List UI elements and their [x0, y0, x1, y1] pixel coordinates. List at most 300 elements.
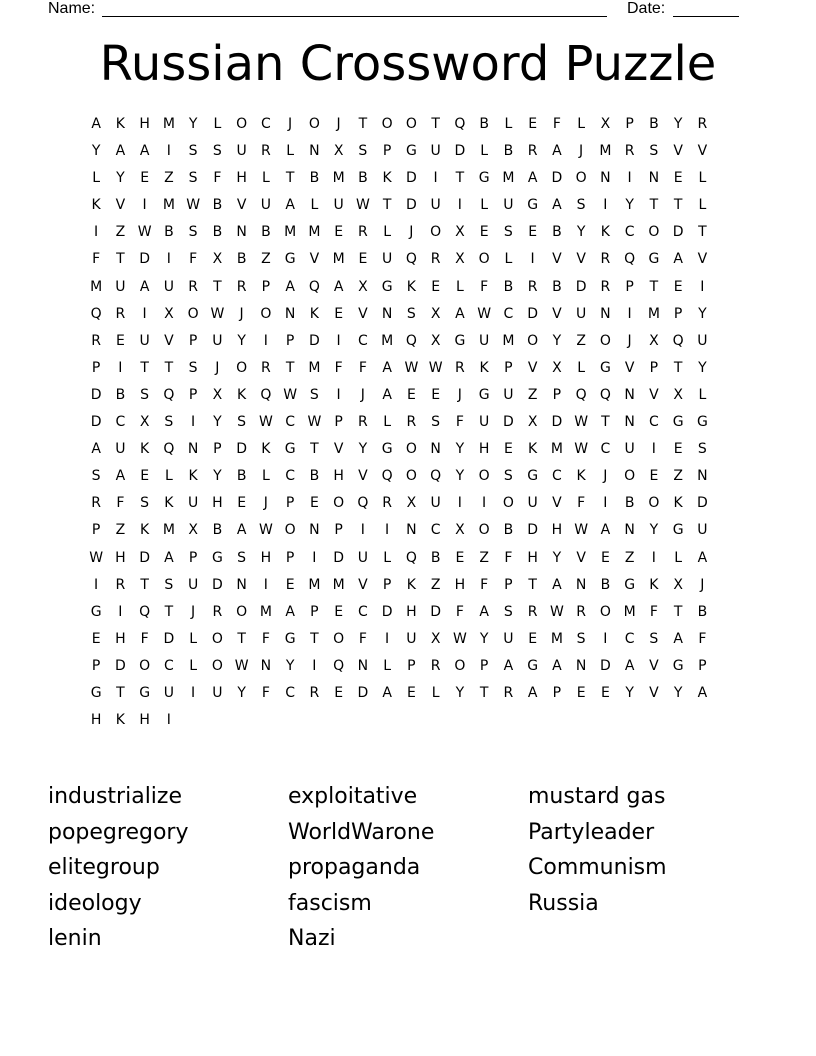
grid-letter: F: [358, 630, 367, 647]
grid-letter: F: [698, 630, 707, 647]
grid-letter: T: [140, 576, 149, 593]
grid-letter: A: [552, 143, 562, 160]
grid-letter: Y: [91, 143, 101, 160]
grid-letter: P: [285, 495, 295, 512]
grid-letter: H: [139, 712, 150, 729]
grid-letter: I: [166, 143, 171, 160]
grid-letter: E: [673, 278, 683, 295]
grid-letter: Q: [405, 332, 417, 349]
grid-letter: E: [673, 441, 683, 458]
grid-letter: E: [334, 603, 344, 620]
grid-letter: U: [236, 143, 247, 160]
grid-letter: F: [480, 576, 489, 593]
grid-letter: T: [213, 278, 222, 295]
grid-letter: X: [455, 224, 465, 241]
grid-letter: A: [382, 386, 392, 403]
grid-letter: K: [649, 576, 659, 593]
grid-letter: N: [309, 143, 320, 160]
grid-letter: S: [503, 224, 513, 241]
grid-letter: D: [551, 414, 563, 431]
grid-letter: C: [115, 414, 126, 431]
date-blank-line: [673, 16, 739, 17]
grid-letter: X: [358, 278, 368, 295]
grid-letter: J: [579, 143, 584, 160]
grid-letter: U: [479, 332, 490, 349]
grid-letter: J: [603, 468, 608, 485]
grid-letter: C: [260, 116, 271, 132]
grid-letter: R: [261, 143, 271, 160]
grid-letter: P: [334, 414, 343, 431]
grid-letter: V: [649, 657, 659, 674]
grid-letter: T: [673, 359, 683, 376]
grid-letter: V: [697, 143, 708, 160]
grid-letter: Y: [116, 170, 125, 187]
grid-letter: L: [164, 468, 173, 485]
grid-letter: B: [600, 576, 611, 593]
grid-letter: Y: [285, 657, 295, 674]
grid-letter: K: [164, 495, 174, 512]
grid-letter: E: [334, 305, 344, 322]
grid-letter: E: [528, 630, 538, 647]
grid-letter: Q: [599, 386, 611, 403]
grid-letter: W: [428, 359, 443, 376]
grid-letter: W: [307, 414, 322, 431]
grid-letter: U: [212, 684, 223, 701]
grid-letter: K: [140, 522, 150, 539]
grid-letter: I: [336, 332, 341, 349]
grid-letter: N: [357, 657, 369, 674]
grid-letter: R: [406, 414, 417, 431]
grid-letter: W: [574, 414, 589, 431]
grid-letter: N: [260, 657, 272, 674]
grid-letter: Q: [90, 305, 102, 322]
grid-letter: I: [118, 359, 123, 376]
grid-letter: V: [164, 332, 174, 349]
grid-letter: O: [211, 630, 223, 647]
grid-letter: E: [528, 224, 538, 241]
grid-letter: P: [698, 657, 707, 674]
grid-letter: R: [527, 603, 538, 620]
grid-letter: Z: [430, 576, 441, 593]
grid-letter: C: [624, 630, 635, 647]
grid-letter: E: [576, 684, 586, 701]
grid-letter: M: [284, 224, 297, 241]
grid-letter: H: [115, 549, 126, 566]
grid-letter: G: [381, 441, 393, 458]
grid-letter: O: [333, 495, 345, 512]
grid-letter: D: [114, 657, 126, 674]
grid-letter: P: [334, 522, 343, 539]
grid-letter: S: [188, 224, 198, 241]
word-bank-item: Russia: [528, 890, 599, 916]
grid-letter: I: [312, 549, 317, 566]
grid-letter: Q: [575, 386, 587, 403]
grid-letter: D: [308, 332, 320, 349]
grid-letter: I: [603, 495, 608, 512]
grid-letter: E: [503, 441, 513, 458]
grid-letter: G: [672, 414, 684, 431]
grid-letter: M: [162, 116, 175, 132]
grid-letter: H: [551, 522, 563, 539]
grid-letter: B: [236, 251, 247, 268]
grid-letter: T: [285, 170, 295, 187]
grid-letter: F: [552, 116, 561, 132]
grid-letter: C: [600, 441, 611, 458]
grid-letter: K: [309, 305, 319, 322]
grid-letter: M: [502, 170, 515, 187]
grid-letter: C: [357, 603, 368, 620]
name-label: Name:: [48, 0, 96, 17]
grid-letter: S: [188, 359, 198, 376]
grid-letter: Q: [163, 386, 175, 403]
grid-letter: V: [358, 305, 368, 322]
grid-letter: M: [599, 143, 612, 160]
grid-letter: N: [624, 386, 635, 403]
grid-letter: F: [213, 170, 222, 187]
grid-letter: L: [698, 170, 707, 187]
grid-letter: G: [90, 684, 102, 701]
grid-letter: D: [599, 657, 611, 674]
grid-letter: X: [430, 305, 441, 322]
grid-letter: T: [116, 684, 125, 701]
grid-letter: P: [188, 386, 198, 403]
grid-letter: V: [527, 359, 538, 376]
grid-letter: S: [697, 441, 707, 458]
grid-letter: U: [503, 386, 514, 403]
grid-letter: K: [188, 468, 198, 485]
grid-letter: U: [430, 143, 441, 160]
grid-letter: Y: [552, 332, 562, 349]
grid-letter: U: [260, 197, 271, 214]
grid-letter: E: [115, 332, 125, 349]
grid-letter: J: [239, 305, 244, 322]
grid-letter: S: [140, 495, 150, 512]
grid-letter: I: [385, 630, 390, 647]
grid-letter: N: [575, 576, 587, 593]
grid-letter: Y: [698, 359, 707, 376]
grid-letter: W: [186, 197, 201, 214]
grid-letter: P: [91, 522, 101, 539]
grid-letter: T: [673, 603, 683, 620]
grid-letter: F: [334, 359, 343, 376]
grid-letter: E: [528, 116, 538, 132]
grid-letter: R: [358, 414, 368, 431]
grid-letter: T: [382, 197, 392, 214]
grid-letter: Q: [430, 468, 442, 485]
grid-letter: N: [624, 522, 635, 539]
grid-letter: O: [648, 495, 660, 512]
grid-letter: N: [236, 576, 247, 593]
grid-letter: L: [698, 197, 707, 214]
grid-letter: V: [333, 441, 344, 458]
grid-letter: W: [210, 305, 225, 322]
grid-letter: G: [284, 251, 296, 268]
grid-letter: P: [188, 332, 198, 349]
grid-letter: C: [285, 414, 296, 431]
grid-letter: U: [406, 630, 417, 647]
grid-letter: H: [454, 576, 466, 593]
grid-letter: I: [433, 170, 438, 187]
grid-letter: X: [600, 116, 611, 132]
grid-letter: Q: [672, 332, 684, 349]
grid-letter: Z: [479, 549, 489, 566]
grid-letter: I: [385, 522, 390, 539]
grid-letter: E: [406, 386, 416, 403]
grid-letter: P: [625, 116, 634, 132]
grid-letter: S: [91, 468, 101, 485]
grid-letter: G: [454, 332, 466, 349]
grid-letter: M: [332, 251, 345, 268]
grid-letter: I: [530, 251, 535, 268]
grid-letter: G: [284, 630, 296, 647]
grid-letter: D: [430, 603, 442, 620]
grid-letter: I: [94, 224, 99, 241]
grid-letter: X: [455, 251, 465, 268]
grid-letter: T: [237, 630, 246, 647]
grid-letter: V: [576, 251, 586, 268]
grid-letter: B: [212, 522, 223, 539]
grid-letter: P: [213, 441, 222, 458]
grid-letter: A: [697, 684, 708, 701]
grid-letter: U: [382, 251, 393, 268]
grid-letter: Z: [673, 468, 683, 485]
grid-letter: P: [382, 576, 392, 593]
grid-letter: R: [358, 224, 368, 241]
grid-letter: L: [383, 549, 392, 566]
grid-letter: E: [334, 224, 344, 241]
grid-letter: W: [477, 305, 492, 322]
grid-letter: S: [358, 143, 368, 160]
grid-letter: U: [212, 332, 223, 349]
grid-letter: O: [599, 332, 611, 349]
grid-letter: O: [211, 657, 223, 674]
grid-letter: T: [164, 359, 174, 376]
grid-letter: W: [234, 657, 249, 674]
grid-letter: F: [455, 414, 464, 431]
grid-letter: A: [382, 684, 392, 701]
word-bank-item: ideology: [48, 890, 142, 916]
grid-letter: Q: [308, 278, 320, 295]
grid-letter: B: [479, 116, 489, 132]
grid-letter: A: [236, 522, 247, 539]
grid-letter: A: [115, 143, 126, 160]
grid-letter: X: [430, 630, 441, 647]
grid-letter: X: [212, 386, 223, 403]
grid-letter: E: [600, 684, 610, 701]
grid-letter: J: [336, 116, 341, 132]
grid-letter: H: [333, 468, 344, 485]
grid-letter: K: [91, 197, 101, 214]
grid-letter: T: [455, 170, 465, 187]
grid-letter: U: [115, 441, 126, 458]
grid-letter: V: [552, 251, 562, 268]
grid-letter: N: [309, 522, 320, 539]
grid-letter: V: [358, 576, 368, 593]
grid-letter: P: [504, 359, 513, 376]
grid-letter: L: [577, 116, 586, 132]
grid-letter: S: [237, 549, 247, 566]
grid-letter: U: [163, 278, 174, 295]
grid-letter: F: [358, 359, 367, 376]
grid-letter: D: [454, 143, 466, 160]
grid-letter: G: [527, 657, 539, 674]
grid-letter: W: [258, 414, 273, 431]
grid-letter: I: [627, 305, 632, 322]
grid-letter: E: [431, 386, 441, 403]
word-bank-item: industrialize: [48, 784, 182, 809]
grid-letter: R: [600, 251, 611, 268]
grid-letter: E: [406, 684, 416, 701]
grid-letter: J: [191, 603, 196, 620]
grid-letter: I: [191, 414, 196, 431]
grid-letter: P: [479, 657, 489, 674]
word-bank: [48, 779, 768, 957]
grid-letter: M: [381, 332, 394, 349]
grid-letter: V: [309, 251, 320, 268]
word-bank-item: fascism: [288, 890, 372, 916]
grid-letter: K: [115, 712, 125, 729]
grid-letter: V: [552, 305, 562, 322]
grid-letter: C: [285, 684, 296, 701]
grid-letter: R: [455, 359, 465, 376]
grid-letter: U: [479, 414, 490, 431]
grid-letter: T: [601, 414, 610, 431]
grid-letter: W: [137, 224, 152, 241]
grid-letter: X: [212, 251, 223, 268]
grid-letter: D: [405, 197, 417, 214]
grid-letter: T: [310, 630, 319, 647]
grid-letter: D: [502, 414, 514, 431]
grid-letter: L: [189, 630, 198, 647]
grid-letter: R: [382, 495, 392, 512]
grid-letter: G: [624, 576, 636, 593]
grid-letter: D: [696, 495, 708, 512]
word-bank-item: propaganda: [288, 855, 421, 881]
grid-letter: Y: [237, 684, 246, 701]
grid-letter: L: [383, 224, 392, 241]
grid-letter: L: [189, 657, 198, 674]
grid-letter: R: [188, 278, 198, 295]
grid-letter: G: [139, 684, 151, 701]
grid-letter: M: [259, 603, 272, 620]
grid-letter: I: [651, 549, 656, 566]
grid-letter: A: [91, 116, 101, 132]
grid-letter: A: [164, 549, 174, 566]
grid-letter: A: [479, 603, 489, 620]
grid-letter: N: [381, 305, 393, 322]
grid-letter: Y: [673, 116, 683, 132]
grid-letter: W: [258, 522, 273, 539]
grid-letter: D: [357, 684, 369, 701]
grid-letter: V: [552, 495, 562, 512]
grid-letter: R: [624, 143, 635, 160]
grid-letter: P: [91, 657, 101, 674]
grid-letter: O: [139, 657, 151, 674]
grid-letter: K: [528, 441, 538, 458]
word-bank-item: elitegroup: [48, 855, 160, 881]
grid-letter: P: [261, 278, 271, 295]
grid-letter: I: [603, 630, 608, 647]
grid-letter: M: [162, 522, 175, 539]
grid-letter: E: [309, 495, 319, 512]
grid-letter: K: [673, 495, 683, 512]
grid-letter: I: [166, 251, 171, 268]
grid-letter: D: [139, 549, 151, 566]
grid-letter: K: [382, 170, 392, 187]
grid-letter: G: [381, 278, 393, 295]
grid-letter: G: [478, 170, 490, 187]
grid-letter: V: [358, 468, 368, 485]
grid-letter: E: [431, 278, 441, 295]
grid-letter: M: [308, 359, 321, 376]
grid-letter: E: [237, 495, 247, 512]
grid-letter: L: [213, 116, 222, 132]
grid-letter: O: [599, 603, 611, 620]
grid-letter: I: [118, 603, 123, 620]
grid-letter: B: [503, 522, 514, 539]
grid-letter: F: [649, 603, 658, 620]
grid-letter: B: [164, 224, 174, 241]
grid-letter: M: [90, 278, 103, 295]
grid-letter: R: [576, 603, 586, 620]
grid-letter: E: [455, 549, 465, 566]
grid-letter: A: [139, 278, 150, 295]
grid-letter: X: [164, 305, 174, 322]
grid-letter: W: [355, 197, 370, 214]
grid-letter: T: [479, 684, 489, 701]
grid-letter: P: [649, 359, 659, 376]
grid-letter: J: [215, 359, 220, 376]
grid-letter: E: [673, 170, 683, 187]
grid-letter: L: [92, 170, 101, 187]
grid-letter: B: [309, 468, 320, 485]
grid-letter: M: [502, 332, 515, 349]
word-bank-item: mustard gas: [528, 784, 666, 809]
word-bank-item: lenin: [48, 926, 102, 952]
grid-letter: R: [430, 657, 441, 674]
grid-letter: E: [358, 251, 368, 268]
grid-letter: T: [698, 224, 707, 241]
grid-letter: R: [115, 576, 126, 593]
grid-letter: I: [312, 657, 317, 674]
grid-letter: P: [673, 305, 683, 322]
grid-letter: V: [673, 143, 683, 160]
grid-letter: N: [624, 414, 635, 431]
grid-letter: Y: [576, 224, 586, 241]
grid-letter: T: [358, 116, 368, 132]
grid-letter: O: [381, 116, 393, 132]
grid-letter: K: [237, 386, 247, 403]
grid-letter: Q: [454, 116, 466, 132]
grid-letter: T: [116, 251, 125, 268]
grid-letter: W: [549, 603, 564, 620]
grid-letter: I: [191, 684, 196, 701]
grid-letter: K: [576, 468, 586, 485]
grid-letter: L: [504, 116, 513, 132]
grid-letter: F: [480, 278, 489, 295]
grid-letter: B: [552, 278, 562, 295]
grid-letter: G: [527, 468, 539, 485]
grid-letter: G: [696, 414, 708, 431]
grid-letter: S: [164, 414, 174, 431]
grid-letter: O: [405, 468, 417, 485]
grid-letter: Q: [139, 603, 151, 620]
grid-letter: M: [308, 224, 321, 241]
grid-letter: N: [648, 170, 660, 187]
grid-letter: G: [599, 359, 611, 376]
grid-letter: F: [504, 549, 513, 566]
grid-letter: A: [624, 657, 635, 674]
